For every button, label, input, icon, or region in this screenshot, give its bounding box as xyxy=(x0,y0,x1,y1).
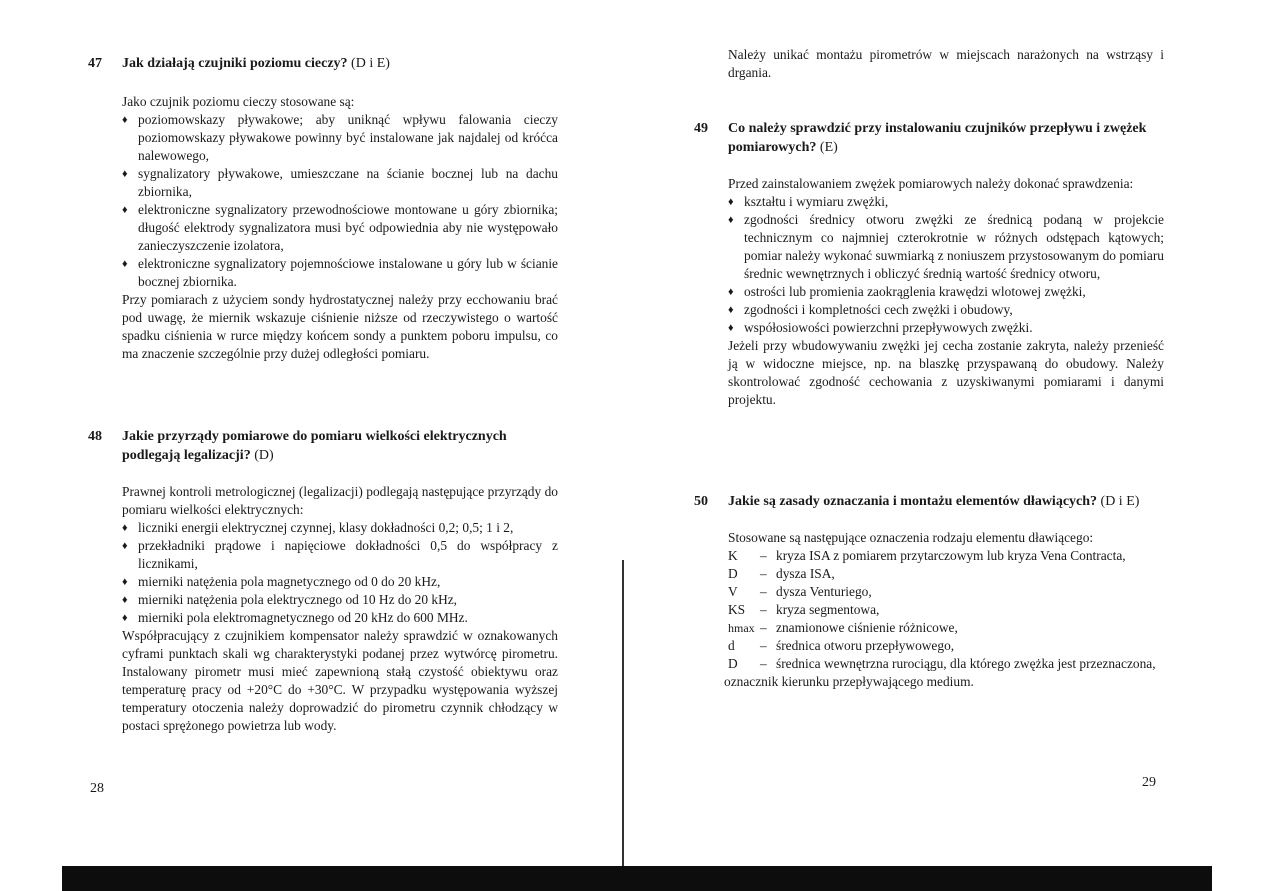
list-item: ♦ elektroniczne sygnalizatory pojemnościowe instalowane u góry lub w ścianie bocznej zbiornika. xyxy=(122,256,558,289)
question-tag: (D i E) xyxy=(1100,494,1140,509)
symbol-row: D – dysza ISA, xyxy=(728,565,1162,583)
diamond-bullet-icon: ♦ xyxy=(728,322,734,334)
question-number: 47 xyxy=(88,56,102,71)
list-item: ♦ współosiowości powierzchni przepływowych zwężki. xyxy=(728,320,1033,335)
bullet-list xyxy=(122,111,558,291)
diamond-bullet-icon: ♦ xyxy=(728,196,734,208)
paragraph: Przy pomiarach z użyciem sondy hydrostatycznej należy przy ecchowaniu brać pod uwagę, że miernik wskazuje ciśnienie niższe od rzeczywistego o wartość spadku ciśnienia w rurce między końcem sondy a punktem poboru impulsu, co ma znaczenie szczególnie przy dużej odległości pomiaru. xyxy=(122,292,558,361)
list-item: ♦ elektroniczne sygnalizatory przewodnościowe montowane u góry zbiornika; długość elektrody sygnalizatora musi być odpowiednia aby nie występowało zanieczyszczenie izolatora, xyxy=(122,202,558,253)
question-title: Jak działają czujniki poziomu cieczy? xyxy=(122,56,348,71)
symbol: D xyxy=(728,566,738,581)
symbol: d xyxy=(728,638,735,653)
question-tag: (E) xyxy=(819,140,838,155)
list-item: ♦ zgodności średnicy otworu zwężki ze średnicą podaną w projekcie technicznym co najmniej czterokrotnie w różnych odstępach kątowych; pomiar należy wykonać suwmiarką z noniuszem przystosowanym do pomiaru średnic wewnętrznych i obliczyć średnią wartość średnicy otworu, xyxy=(728,212,1164,281)
symbol-desc: znamionowe ciśnienie różnicowe, xyxy=(776,620,958,635)
gutter-marks xyxy=(624,0,636,300)
diamond-bullet-icon: ♦ xyxy=(122,522,128,534)
list-item: ♦ mierniki natężenia pola magnetycznego od 0 do 20 kHz, xyxy=(122,574,441,589)
list-item: ♦ poziomowskazy pływakowe; aby uniknąć wpływu falowania cieczy poziomowskazy pływakowe powinny być instalowane jak najdalej od króćca nalewowego, xyxy=(122,112,558,163)
question-title: Jakie przyrządy pomiarowe do pomiaru wielkości elektrycznych podlegają legalizacji? xyxy=(122,429,507,463)
list-item: ♦ zgodności i kompletności cech zwężki i obudowy, xyxy=(728,302,1013,317)
question-number: 50 xyxy=(694,494,708,509)
symbol-desc: średnica wewnętrzna rurociągu, dla którego zwężka jest przeznaczona, xyxy=(776,656,1156,671)
diamond-bullet-icon: ♦ xyxy=(122,204,128,216)
paragraph-intro: Prawnej kontroli metrologicznej (legalizacji) podlegają następujące przyrządy do pomiaru wielkości elektrycznych: xyxy=(122,484,558,517)
question-50 xyxy=(694,492,1164,691)
symbol-desc: średnica otworu przepływowego, xyxy=(776,638,955,653)
question-title: Jakie są zasady oznaczania i montażu elementów dławiących? xyxy=(728,494,1098,509)
paragraph-intro: Stosowane są następujące oznaczenia rodzaju elementu dławiącego: xyxy=(728,530,1094,545)
page-number: 28 xyxy=(90,781,104,796)
symbol-row: KS – kryza segmentowa, xyxy=(728,601,1162,619)
question-49-heading xyxy=(694,119,1164,157)
paragraph: oznacznik kierunku przepływającego medium. xyxy=(724,674,974,689)
list-item: ♦ przekładniki prądowe i napięciowe dokładności 0,5 do współpracy z licznikami, xyxy=(122,538,558,571)
question-tag: (D i E) xyxy=(351,56,390,71)
question-number: 48 xyxy=(88,429,102,444)
question-title: Co należy sprawdzić przy instalowaniu czujników przepływu i zwężek pomiarowych? xyxy=(728,121,1147,155)
bullet-list xyxy=(122,519,558,627)
left-page xyxy=(88,0,558,860)
symbol: V xyxy=(728,584,738,599)
scan-edge-bar xyxy=(62,866,1212,891)
diamond-bullet-icon: ♦ xyxy=(122,540,128,552)
question-47 xyxy=(88,54,558,363)
diamond-bullet-icon: ♦ xyxy=(122,258,128,270)
symbol-row: D – średnica wewnętrzna rurociągu, dla którego zwężka jest przeznaczona, xyxy=(728,655,1162,673)
symbol-desc: dysza Venturiego, xyxy=(776,584,872,599)
question-49 xyxy=(694,119,1164,409)
list-item: ♦ mierniki natężenia pola elektrycznego od 10 Hz do 20 kHz, xyxy=(122,592,458,607)
question-47-heading xyxy=(88,54,558,73)
diamond-bullet-icon: ♦ xyxy=(122,576,128,588)
diamond-bullet-icon: ♦ xyxy=(728,214,734,226)
symbol-list xyxy=(728,547,1162,673)
list-item: ♦ liczniki energii elektrycznej czynnej, klasy dokładności 0,2; 0,5; 1 i 2, xyxy=(122,520,514,535)
symbol: KS xyxy=(728,602,746,617)
page-number: 29 xyxy=(1142,775,1156,790)
symbol-row: V – dysza Venturiego, xyxy=(728,583,1162,601)
symbol-row: K – kryza ISA z pomiarem przytarczowym lub kryza Vena Contracta, xyxy=(728,547,1162,565)
symbol-desc: kryza ISA z pomiarem przytarczowym lub kryza Vena Contracta, xyxy=(776,548,1126,563)
paragraph-top: Należy unikać montażu pirometrów w miejscach narażonych na wstrząsy i drgania. xyxy=(728,47,1164,80)
symbol: K xyxy=(728,548,738,563)
paragraph-intro: Przed zainstalowaniem zwężek pomiarowych należy dokonać sprawdzenia: xyxy=(728,176,1134,191)
paragraph: Współpracujący z czujnikiem kompensator należy sprawdzić w oznakowanych cyframi punktach skali wg charakterystyki podanej przez wytwórcę pirometru. Instalowany pirometr musi mieć zapewnioną stałą czystość obiektywu oraz temperaturę pracy od +20°C do +30°C. W przypadku występowania wyższej temperatury otoczenia należy doprowadzić do pirometru czynnik chłodzący w postaci sprężonego powietrza lub wody. xyxy=(122,628,558,733)
list-item: ♦ mierniki pola elektromagnetycznego od 20 kHz do 600 MHz. xyxy=(122,610,468,625)
paragraph: Jeżeli przy wbudowywaniu zwężki jej cecha zostanie zakryta, należy przenieść ją w widoczne miejsce, np. na blaszkę przyspawaną do obudowy. Należy skontrolować zgodność cechowania z uzyskiwanymi pomiarami i danymi projektu. xyxy=(728,338,1164,407)
right-page xyxy=(694,0,1164,860)
symbol-desc: kryza segmentowa, xyxy=(776,602,880,617)
question-50-heading xyxy=(694,492,1164,511)
diamond-bullet-icon: ♦ xyxy=(122,612,128,624)
diamond-bullet-icon: ♦ xyxy=(122,168,128,180)
diamond-bullet-icon: ♦ xyxy=(122,594,128,606)
paragraph-intro: Jako czujnik poziomu cieczy stosowane są: xyxy=(122,94,355,109)
symbol: hmax xyxy=(728,621,755,635)
diamond-bullet-icon: ♦ xyxy=(728,304,734,316)
question-tag: (D) xyxy=(254,448,274,463)
list-item: ♦ sygnalizatory pływakowe, umieszczane na ścianie bocznej lub na dachu zbiornika, xyxy=(122,166,558,199)
symbol-row: hmax – znamionowe ciśnienie różnicowe, xyxy=(728,619,1162,637)
book-gutter xyxy=(622,560,624,870)
bullet-list xyxy=(728,193,1164,337)
question-48-heading xyxy=(88,427,558,465)
symbol: D xyxy=(728,656,738,671)
list-item: ♦ ostrości lub promienia zaokrąglenia krawędzi wlotowej zwężki, xyxy=(728,284,1086,299)
diamond-bullet-icon: ♦ xyxy=(728,286,734,298)
symbol-row: d – średnica otworu przepływowego, xyxy=(728,637,1162,655)
symbol-desc: dysza ISA, xyxy=(776,566,835,581)
list-item: ♦ kształtu i wymiaru zwężki, xyxy=(728,194,889,209)
diamond-bullet-icon: ♦ xyxy=(122,114,128,126)
question-number: 49 xyxy=(694,121,708,136)
question-48 xyxy=(88,427,558,735)
